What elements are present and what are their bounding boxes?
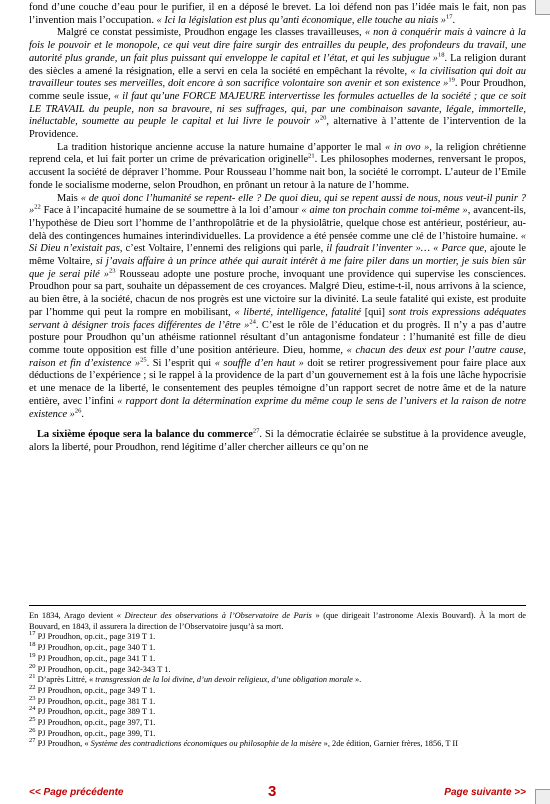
text-run: Malgré ce constat pessimiste, Proudhon engage les classes travailleuses, <box>57 27 365 39</box>
text-run: . Si l’esprit qui <box>146 357 215 369</box>
footnote-number: 27 <box>29 737 36 745</box>
paragraph-1 <box>29 2 526 27</box>
quote: sont trois expressions adéquates servant à désigner trois faces différentes de l’être » <box>29 306 526 331</box>
quote: si j’avais affaire à un prince athée qui aurait intérêt à me faire piler dans un mortier, je suis bien sûr que je serai pilé » <box>29 256 526 280</box>
footnote-ref[interactable]: 24 <box>249 318 256 326</box>
text-run: ». <box>352 675 362 685</box>
paragraph-4 <box>29 193 526 422</box>
footnote-text: PJ Proudhon, op.cit., page 381 T 1. <box>37 696 156 706</box>
paragraph-3 <box>29 142 526 193</box>
text-run: , avancent-ils, l’hypothèse de Dieu sort l’homme de l’anthropolâtrie et de la physiolâtrie, quelque chose est antérieur, postérieur, au-delà des contingences humaines interindividuelles. La providence a été pensée comme une clé de l’histoire humaine. <box>29 205 526 242</box>
footnote-separator <box>29 605 526 606</box>
quote: « in ovo » <box>384 141 430 153</box>
quote: Système des contradictions économiques ou philosophie de la misère <box>90 739 322 749</box>
footnote-26 <box>29 726 526 740</box>
next-page-link[interactable]: Page suivante >> <box>444 787 526 798</box>
text-run: , alternative à l’attente de l’intervention de la Providence. <box>29 116 527 141</box>
text-run: fond d’une couche d’eau pour le purifier, il en a déposé le brevet. La loi défend non pas l’idée mais le fait, non pas l’invention mais l’occupation. <box>29 2 526 26</box>
text-run: En 1834, Arago devient « <box>29 611 125 620</box>
text-run: , c’est Voltaire, l’ennemi des religions qui parle, <box>119 243 327 255</box>
quote: il faudrait l’inventer »… « Parce que, <box>326 243 487 255</box>
footnote-text: PJ Proudhon, op.cit., page 389 T 1. <box>37 707 156 717</box>
text-run: » (que dirigeait l’astronome Alexis Bouvard). À la mort de Bouvard, en 1843, il assurera la direction de l’Observatoire jusqu’à sa mort. <box>29 611 526 631</box>
quote: « liberté, intelligence, fatalité <box>234 306 361 318</box>
footnote-text: PJ Proudhon, op.cit., page 340 T 1. <box>37 643 156 653</box>
text-run: Face à l’incapacité humaine de se soumettre à la loi d’amour <box>40 205 302 217</box>
footnotes <box>29 611 526 750</box>
footnote-ref[interactable]: 18 <box>437 51 445 59</box>
quote: « de quoi donc l’humanité se repent- elle ? De quoi dieu, qui se repent aussi de nous, nous veut-il punir ? » <box>29 192 526 217</box>
footnote-number: 25 <box>29 716 36 724</box>
text-run: D’après Littré, « <box>37 675 96 685</box>
text-run: . La religion durant des siècles a amené la résignation, elle a servi en cela la société en empêchant la révolte, <box>29 52 526 77</box>
footnote-ref[interactable]: 20 <box>319 114 327 122</box>
text-run: PJ Proudhon, « <box>37 739 91 749</box>
footnote-text: PJ Proudhon, op.cit., page 341 T 1. <box>37 653 156 663</box>
text-run: . Les philosophes modernes, renversant le propos, accusent la société de dépraver l’homme. Pour Rousseau l’homme nait bon, la société le corrompt. L’auteur de l’Emile fonde le socialisme moderne, selon Proudhon, en prônant un retour à la nature de l’homme. <box>29 154 526 191</box>
footnote-number: 21 <box>29 673 36 681</box>
footnote-number: 19 <box>29 652 36 660</box>
footnote-20 <box>29 662 526 676</box>
paragraph-2 <box>29 27 526 141</box>
footnote-number: 22 <box>29 684 36 692</box>
quote: transgression de la loi divine, d’un devoir religieux, d’une obligation morale <box>95 675 353 685</box>
quote: « chacun des deux est pour l’autre cause, raison et fin d’existence » <box>29 344 527 369</box>
footnote-24 <box>29 707 526 718</box>
section-lead: La sixième époque sera la balance du commerce <box>37 429 253 441</box>
main-text <box>29 2 526 455</box>
footnote-ref[interactable]: 21 <box>308 152 315 160</box>
text-run: . Pour Proudhon, comme seule issue, <box>29 78 526 102</box>
footnote-25 <box>29 718 526 729</box>
text-run: . C’est le rôle de l’éducation et du progrès. Il n’y a pas d’autre posture pour Proudhon qu’un athéisme rationnel résultant d’un antagonisme fondateur : l’humanité est fille de dieu comme toute opposition est fille d’une position antérieure. Dieu, homme, <box>29 319 526 356</box>
footnote-text: PJ Proudhon, op.cit., page 397, T1. <box>37 718 156 728</box>
footnote-text: PJ Proudhon, op.cit., page 349 T 1. <box>37 685 156 695</box>
quote: « non à conquérir mais à vaincre à la fois le pouvoir et le monopole, ce qui veut dire faire surgir des entrailles du peuple, des profondeurs du travail, une autorité plus grande, un fait plus puissant qui enveloppe le capital et l’état, et qui les subjugue » <box>29 27 526 64</box>
footnote-17 <box>29 632 526 643</box>
page-corner-top <box>535 0 550 15</box>
footnote-number: 17 <box>29 630 36 638</box>
footnote-22 <box>29 686 526 697</box>
footnote-number: 26 <box>29 726 36 734</box>
footnote-number: 24 <box>29 705 36 713</box>
text-run: . <box>81 408 84 420</box>
text-run: doit se retirer progressivement pour faire place aux déductions de l’expérience ; si le rappel à la providence de la part d’un gouvernement est à la fois une lâche hypocrisie et une menace de la liberté, le consentement des peuples témoigne d’un rapport secret de notre âme et de la nature entière, avec l’infini <box>29 357 527 407</box>
footnote-18 <box>29 643 526 654</box>
text-run: . <box>452 14 456 26</box>
quote: « souffle d’en haut » <box>214 357 304 369</box>
text-run: Mais <box>57 192 81 204</box>
footnote-ref[interactable]: 17 <box>446 13 453 21</box>
text-run: [qui] <box>361 306 389 318</box>
quote: « aime ton prochain comme toi-même » <box>301 205 468 217</box>
text-run: ajoute le même Voltaire, <box>29 243 526 268</box>
previous-page-link[interactable]: << Page précédente <box>29 787 124 798</box>
quote: « rapport dont la détermination exprime du même coup le sens de l’univers et la raison de notre existence » <box>29 395 526 420</box>
footnote-continued <box>29 611 526 632</box>
footnote-27 <box>29 739 526 750</box>
quote: Directeur des observations à l’Observatoire de Paris <box>124 611 312 620</box>
paragraph-5 <box>29 429 526 454</box>
quote: « la civilisation qui doit au travailleur toutes ses merveilles, doit encore à son sacrifice volontaire son avenir et son existence » <box>29 65 526 90</box>
text-run: La tradition historique ancienne accuse la nature humaine d’apporter le mal <box>57 141 385 153</box>
footnote-text: PJ Proudhon, op.cit., page 399, T1. <box>37 728 156 738</box>
footnote-number: 18 <box>29 641 36 649</box>
footnote-21 <box>29 675 526 686</box>
footnote-ref[interactable]: 27 <box>252 427 260 435</box>
text-run: », 2de édition, Garnier frères, 1856, T II <box>321 739 458 749</box>
text-run: . Si la démocratie éclairée se substitue à la providence aveugle, alors la liberté, pour Proudhon, rend légitime d’aller chercher ailleurs ce qu’on ne <box>29 429 526 453</box>
page-corner-bottom <box>535 789 550 804</box>
text-run: Rousseau adopte une posture proche, invoquant une providence qui supervise les consciences. Proudhon pour sa part, souhaite un dépassement de ces croyances. Malgré Dieu, estime-t-il, nous arrivons à la science, au bien être, à la société, chacun de nos progrès est une victoire sur la divinité. La seule fatalité qui existe, est produite par l’homme qui peut la rompre en mobilisant, <box>29 268 527 318</box>
quote: « il faut qu’une FORCE MAJEURE intervertisse les formules actuelles de la société ; que ce soit LE TRAVAIL du peuple, non sa bravoure, ni ses suffrages, qui, par une combinaison savante, légale, immortelle, inéluctable, soumette au peuple le capital et lui livre le pouvoir » <box>29 90 527 128</box>
footnote-text: PJ Proudhon, op.cit., page 342-343 T 1. <box>37 664 171 674</box>
page-number: 3 <box>268 783 277 800</box>
quote: « Ici la législation est plus qu’anti économique, elle touche au niais » <box>156 14 446 26</box>
footnote-number: 23 <box>29 694 36 702</box>
footnote-text: PJ Proudhon, op.cit., page 319 T 1. <box>37 632 156 642</box>
footnote-number: 20 <box>29 662 36 670</box>
footnote-19 <box>29 654 526 665</box>
footnote-ref[interactable]: 23 <box>108 267 116 275</box>
footnote-ref[interactable]: 26 <box>74 407 82 415</box>
quote: « Si Dieu n’existait pas <box>29 230 526 255</box>
footnote-23 <box>29 694 526 708</box>
footnote-ref[interactable]: 19 <box>448 76 455 84</box>
text-run: , la religion chrétienne reprend cela, et lui fait porter un crime de prévarication originelle <box>29 141 526 166</box>
footnote-ref[interactable]: 25 <box>140 356 147 364</box>
footnote-ref[interactable]: 22 <box>34 203 41 211</box>
